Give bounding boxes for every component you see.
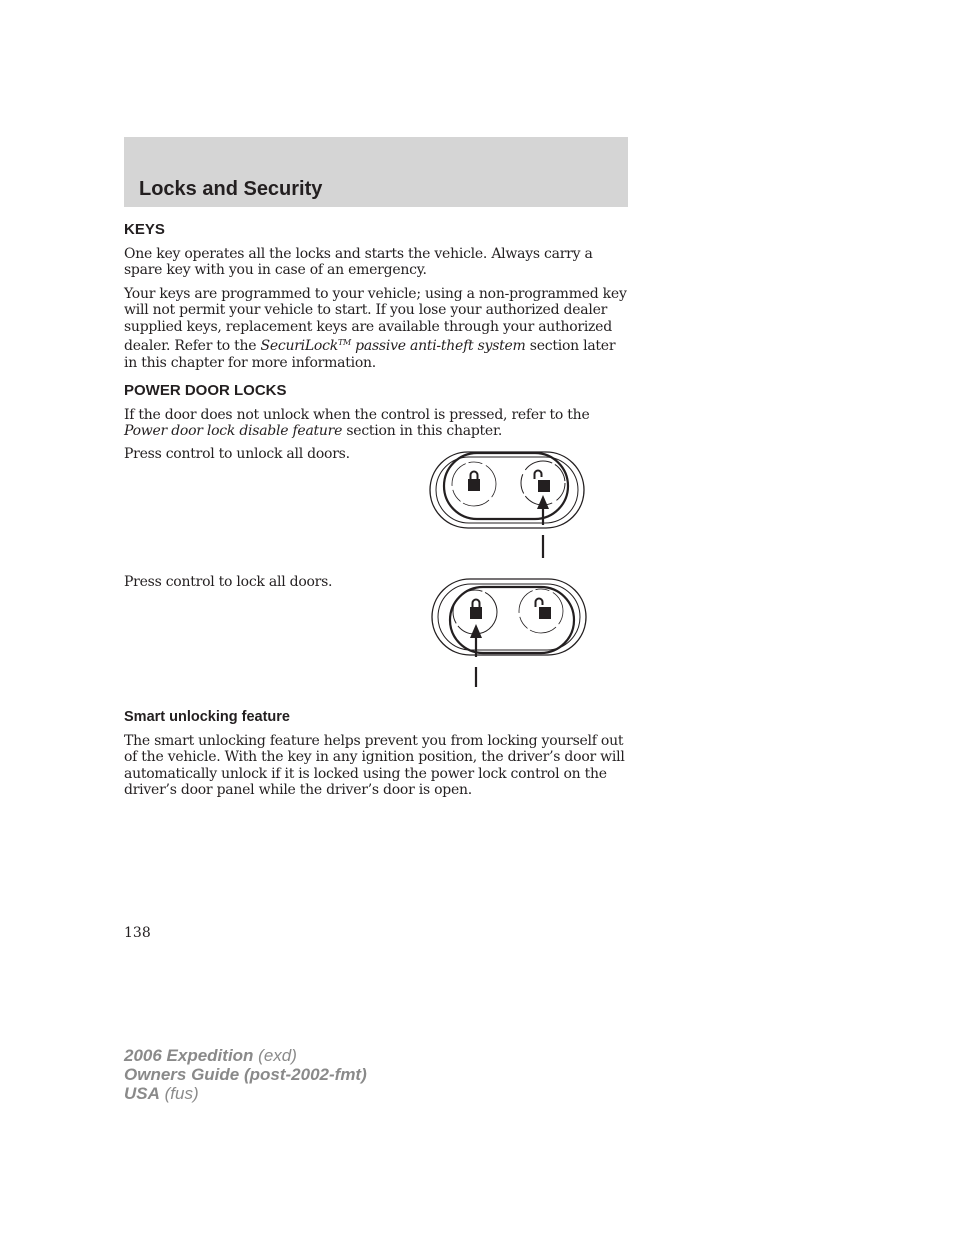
section-title: Locks and Security <box>139 178 323 200</box>
locked-padlock-icon <box>470 600 482 620</box>
unlock-switch-illustration <box>426 448 588 560</box>
disable-feature-reference: Power door lock disable feature <box>124 423 343 440</box>
footer-line-2: Owners Guide (post-2002-fmt) <box>124 1065 367 1084</box>
document-footer <box>124 1046 367 1103</box>
keys-p2-text-1: Your keys are programmed to your vehicle; using a non-programmed key will not permit your vehicle to start. If you lose your authorized dealer supplied keys, replacement keys are available through your authorized dealer. Refer to the <box>124 286 627 355</box>
keys-paragraph-2 <box>124 286 630 371</box>
power-door-locks-heading: POWER DOOR LOCKS <box>124 382 287 399</box>
unlocked-padlock-icon <box>535 471 551 492</box>
keys-paragraph-1: One key operates all the locks and starts the vehicle. Always carry a spare key with you in case of an emergency. <box>124 246 593 279</box>
switch-rocker <box>450 587 574 653</box>
smart-unlocking-heading: Smart unlocking feature <box>124 709 290 725</box>
lock-caption: Press control to lock all doors. <box>124 574 333 590</box>
locked-padlock-icon <box>468 472 480 492</box>
keys-p2-text-2: section later in this chapter for more information. <box>124 338 616 371</box>
unlocked-padlock-icon <box>536 599 552 620</box>
trademark-mark: TM <box>337 338 351 348</box>
footer-line-3: USA (fus) <box>124 1084 199 1103</box>
smart-unlocking-paragraph: The smart unlocking feature helps prevent you from locking yourself out of the vehicle. With the key in any ignition position, the driver’s door will automatically unlock if it is locked using the power lock control on the driver’s door panel while the driver’s door is open. <box>124 733 625 799</box>
keys-heading: KEYS <box>124 221 165 238</box>
section-header-band <box>124 137 628 207</box>
lock-switch-illustration <box>428 575 590 689</box>
switch-inner-bezel <box>438 584 580 650</box>
footer-line-1: 2006 Expedition (exd) <box>124 1046 297 1065</box>
unlock-caption: Press control to unlock all doors. <box>124 446 350 462</box>
power-door-locks-paragraph: If the door does not unlock when the control is pressed, refer to the Power door lock disable feature section in this chapter. <box>124 407 590 440</box>
securilock-reference: SecuriLock™ passive anti-theft system <box>260 338 526 355</box>
page-number: 138 <box>124 925 151 941</box>
